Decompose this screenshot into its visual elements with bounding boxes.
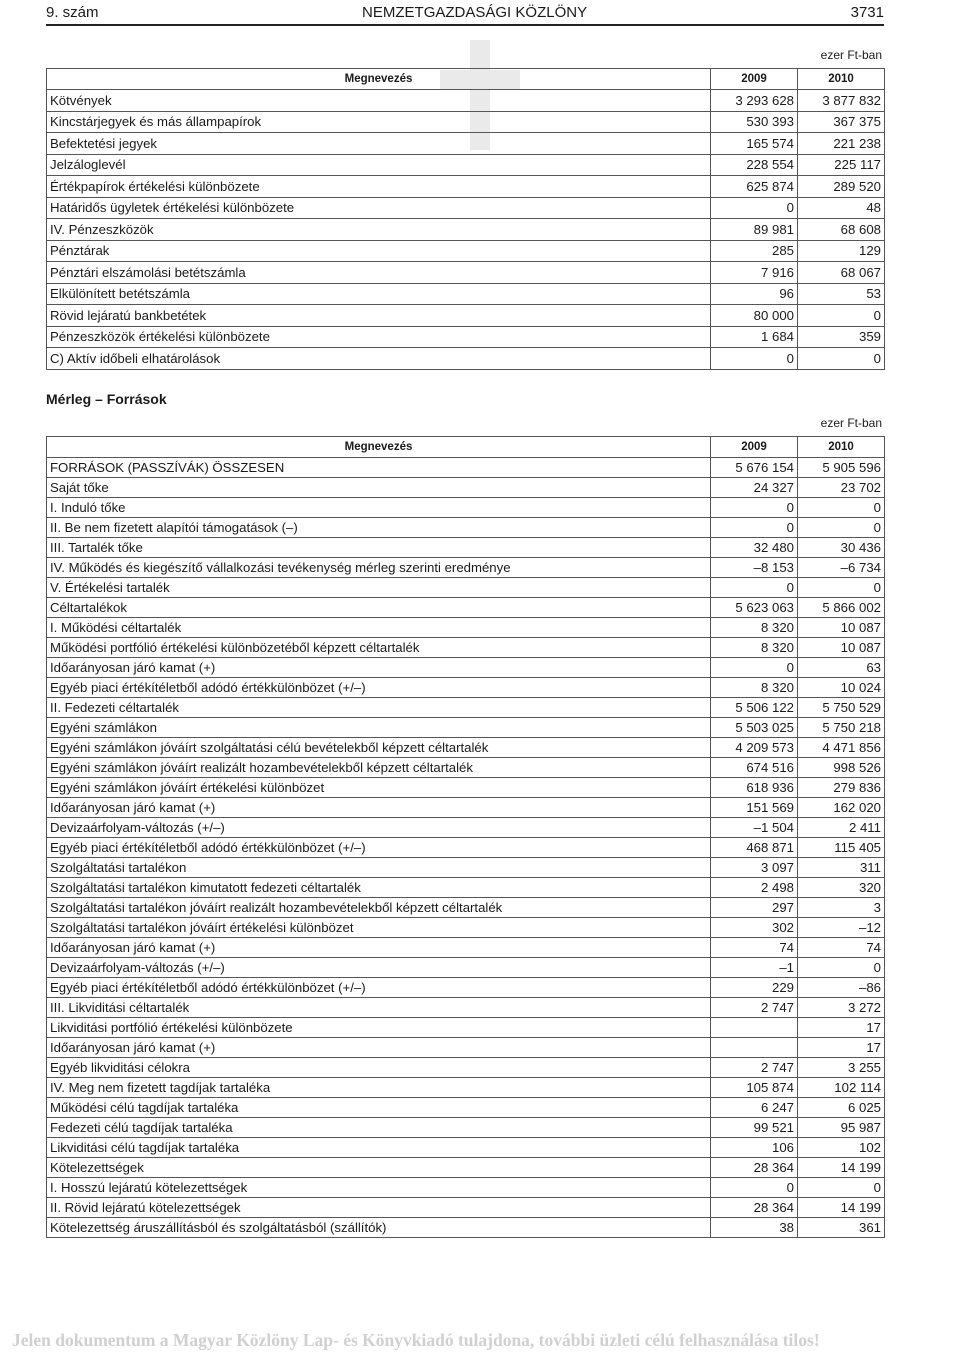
value-2010: 102 114	[798, 1078, 885, 1098]
row-label: Egyéni számlákon	[47, 718, 711, 738]
value-2009: 229	[711, 978, 798, 998]
value-2009: 0	[711, 348, 798, 370]
value-2009: 297	[711, 898, 798, 918]
table-row	[47, 598, 885, 618]
value-2009: 625 874	[711, 176, 798, 198]
row-label: Egyéb piaci értékítéletből adódó értékkülönbözet (+/–)	[47, 678, 711, 698]
table-row	[47, 240, 885, 262]
row-label: Egyéb likviditási célokra	[47, 1058, 711, 1078]
value-2009: 0	[711, 578, 798, 598]
value-2009: 228 554	[711, 154, 798, 176]
value-2009: 7 916	[711, 262, 798, 284]
assets-table	[46, 68, 885, 370]
table-row	[47, 778, 885, 798]
value-2010: 221 238	[798, 133, 885, 155]
value-2010: –86	[798, 978, 885, 998]
row-label: Pénztárak	[47, 240, 711, 262]
value-2010: 68 608	[798, 219, 885, 241]
table-row	[47, 898, 885, 918]
table-row	[47, 718, 885, 738]
table-row	[47, 1018, 885, 1038]
value-2009: 8 320	[711, 638, 798, 658]
column-header-name: Megnevezés	[47, 69, 711, 90]
table-row	[47, 219, 885, 241]
row-label: Kötvények	[47, 90, 711, 112]
value-2009: 618 936	[711, 778, 798, 798]
table-row	[47, 558, 885, 578]
table-row	[47, 578, 885, 598]
value-2009: 106	[711, 1138, 798, 1158]
value-2009: 89 981	[711, 219, 798, 241]
table-row	[47, 1038, 885, 1058]
row-label: III. Tartalék tőke	[47, 538, 711, 558]
row-label: Jelzáloglevél	[47, 154, 711, 176]
value-2010: 63	[798, 658, 885, 678]
value-2010: 359	[798, 326, 885, 348]
row-label: Működési célú tagdíjak tartaléka	[47, 1098, 711, 1118]
row-label: Egyéb piaci értékítéletből adódó értékkülönbözet (+/–)	[47, 838, 711, 858]
value-2009: 5 503 025	[711, 718, 798, 738]
value-2009: 530 393	[711, 111, 798, 133]
table-row	[47, 176, 885, 198]
value-2010: 10 087	[798, 638, 885, 658]
value-2010: 14 199	[798, 1198, 885, 1218]
table-row	[47, 638, 885, 658]
row-label: IV. Pénzeszközök	[47, 219, 711, 241]
row-label: II. Be nem fizetett alapítói támogatások (–)	[47, 518, 711, 538]
row-label: Fedezeti célú tagdíjak tartaléka	[47, 1118, 711, 1138]
value-2010: 3 272	[798, 998, 885, 1018]
value-2010: 115 405	[798, 838, 885, 858]
value-2009: 3 293 628	[711, 90, 798, 112]
value-2009: 28 364	[711, 1198, 798, 1218]
table-header-row	[47, 69, 885, 90]
value-2010: 53	[798, 283, 885, 305]
table-row	[47, 698, 885, 718]
value-2010: 3 255	[798, 1058, 885, 1078]
value-2010: 3 877 832	[798, 90, 885, 112]
value-2010: 17	[798, 1018, 885, 1038]
value-2009	[711, 1018, 798, 1038]
table-row	[47, 878, 885, 898]
value-2010: 0	[798, 1178, 885, 1198]
table-row	[47, 658, 885, 678]
row-label: II. Fedezeti céltartalék	[47, 698, 711, 718]
value-2009: 5 676 154	[711, 458, 798, 478]
value-2010: 361	[798, 1218, 885, 1238]
value-2010: 68 067	[798, 262, 885, 284]
table-row	[47, 678, 885, 698]
issue-number: 9. szám	[46, 3, 99, 21]
table-row	[47, 348, 885, 370]
value-2009: 32 480	[711, 538, 798, 558]
row-label: I. Induló tőke	[47, 498, 711, 518]
value-2009: 0	[711, 498, 798, 518]
table-row	[47, 305, 885, 327]
page-header	[46, 0, 884, 26]
row-label: Időarányosan járó kamat (+)	[47, 1038, 711, 1058]
row-label: Pénzeszközök értékelési különbözete	[47, 326, 711, 348]
row-label: V. Értékelési tartalék	[47, 578, 711, 598]
table-row	[47, 90, 885, 112]
table-row	[47, 197, 885, 219]
row-label: Szolgáltatási tartalékon jóváírt értékelési különbözet	[47, 918, 711, 938]
row-label: Értékpapírok értékelési különbözete	[47, 176, 711, 198]
value-2009: 8 320	[711, 618, 798, 638]
table-row	[47, 111, 885, 133]
section-title-sources: Mérleg – Források	[46, 391, 167, 407]
row-label: Egyéni számlákon jóváírt szolgáltatási célú bevételekből képzett céltartalék	[47, 738, 711, 758]
table-row	[47, 798, 885, 818]
value-2009: 0	[711, 518, 798, 538]
row-label: Elkülönített betétszámla	[47, 283, 711, 305]
value-2009: 151 569	[711, 798, 798, 818]
table-header-row	[47, 437, 885, 458]
publication-title: NEMZETGAZDASÁGI KÖZLÖNY	[362, 3, 588, 21]
table-row	[47, 498, 885, 518]
unit-label-2: ezer Ft-ban	[820, 416, 882, 430]
table-row	[47, 758, 885, 778]
row-label: Egyéni számlákon jóváírt értékelési különbözet	[47, 778, 711, 798]
value-2009: 5 623 063	[711, 598, 798, 618]
value-2010: –12	[798, 918, 885, 938]
table-row	[47, 283, 885, 305]
value-2010: 279 836	[798, 778, 885, 798]
value-2010: 0	[798, 958, 885, 978]
value-2010: 6 025	[798, 1098, 885, 1118]
value-2009: –1 504	[711, 818, 798, 838]
value-2010: 0	[798, 348, 885, 370]
table-row	[47, 738, 885, 758]
value-2009: 0	[711, 1178, 798, 1198]
row-label: Kötelezettség áruszállításból és szolgáltatásból (szállítók)	[47, 1218, 711, 1238]
table-row	[47, 262, 885, 284]
row-label: Szolgáltatási tartalékon	[47, 858, 711, 878]
table-row	[47, 1078, 885, 1098]
row-label: Időarányosan járó kamat (+)	[47, 798, 711, 818]
row-label: Saját tőke	[47, 478, 711, 498]
value-2010: 10 087	[798, 618, 885, 638]
row-label: Rövid lejáratú bankbetétek	[47, 305, 711, 327]
table-row	[47, 1198, 885, 1218]
row-label: Időarányosan járó kamat (+)	[47, 658, 711, 678]
table-row	[47, 154, 885, 176]
value-2009: 74	[711, 938, 798, 958]
value-2009: 468 871	[711, 838, 798, 858]
value-2010: 74	[798, 938, 885, 958]
table-row	[47, 618, 885, 638]
table-row	[47, 918, 885, 938]
value-2009: 3 097	[711, 858, 798, 878]
value-2009: 2 747	[711, 998, 798, 1018]
table-row	[47, 958, 885, 978]
value-2010: 5 750 529	[798, 698, 885, 718]
value-2009: 0	[711, 197, 798, 219]
value-2010: 10 024	[798, 678, 885, 698]
value-2010: 2 411	[798, 818, 885, 838]
value-2010: 17	[798, 1038, 885, 1058]
row-label: Devizaárfolyam-változás (+/–)	[47, 958, 711, 978]
value-2009: 8 320	[711, 678, 798, 698]
copyright-footer: Jelen dokumentum a Magyar Közlöny Lap- és Könyvkiadó tulajdona, további üzleti célú felhasználása tilos!	[12, 1330, 820, 1350]
value-2009: 6 247	[711, 1098, 798, 1118]
row-label: Szolgáltatási tartalékon jóváírt realizált hozambevételekből képzett céltartalék	[47, 898, 711, 918]
value-2009: 1 684	[711, 326, 798, 348]
sources-table	[46, 436, 885, 1238]
value-2009: –8 153	[711, 558, 798, 578]
value-2009: 165 574	[711, 133, 798, 155]
value-2010: 102	[798, 1138, 885, 1158]
value-2009: 105 874	[711, 1078, 798, 1098]
value-2009: 2 498	[711, 878, 798, 898]
row-label: Devizaárfolyam-változás (+/–)	[47, 818, 711, 838]
value-2010: 30 436	[798, 538, 885, 558]
value-2010: 320	[798, 878, 885, 898]
table-row	[47, 458, 885, 478]
value-2010: 4 471 856	[798, 738, 885, 758]
column-header-2010: 2010	[798, 437, 885, 458]
column-header-2009: 2009	[711, 437, 798, 458]
unit-label-1: ezer Ft-ban	[820, 48, 882, 62]
value-2010: 289 520	[798, 176, 885, 198]
table-row	[47, 1178, 885, 1198]
table-row	[47, 998, 885, 1018]
value-2009: 0	[711, 658, 798, 678]
value-2009: 5 506 122	[711, 698, 798, 718]
table-row	[47, 326, 885, 348]
value-2010: –6 734	[798, 558, 885, 578]
row-label: Egyéb piaci értékítéletből adódó értékkülönbözet (+/–)	[47, 978, 711, 998]
value-2009: 2 747	[711, 1058, 798, 1078]
row-label: Kötelezettségek	[47, 1158, 711, 1178]
row-label: I. Hosszú lejáratú kötelezettségek	[47, 1178, 711, 1198]
value-2009: 38	[711, 1218, 798, 1238]
table-row	[47, 1118, 885, 1138]
value-2010: 162 020	[798, 798, 885, 818]
page-number: 3731	[850, 3, 884, 21]
value-2010: 0	[798, 578, 885, 598]
row-label: Határidős ügyletek értékelési különbözete	[47, 197, 711, 219]
row-label: I. Működési céltartalék	[47, 618, 711, 638]
table-row	[47, 1218, 885, 1238]
value-2010: 5 750 218	[798, 718, 885, 738]
row-label: Likviditási portfólió értékelési különbözete	[47, 1018, 711, 1038]
table-row	[47, 478, 885, 498]
row-label: C) Aktív időbeli elhatárolások	[47, 348, 711, 370]
value-2010: 5 866 002	[798, 598, 885, 618]
value-2010: 0	[798, 305, 885, 327]
row-label: III. Likviditási céltartalék	[47, 998, 711, 1018]
row-label: Működési portfólió értékelési különbözetéből képzett céltartalék	[47, 638, 711, 658]
value-2009: 285	[711, 240, 798, 262]
value-2009	[711, 1038, 798, 1058]
value-2010: 14 199	[798, 1158, 885, 1178]
table-row	[47, 978, 885, 998]
value-2009: 28 364	[711, 1158, 798, 1178]
row-label: Időarányosan járó kamat (+)	[47, 938, 711, 958]
row-label: II. Rövid lejáratú kötelezettségek	[47, 1198, 711, 1218]
value-2010: 998 526	[798, 758, 885, 778]
row-label: FORRÁSOK (PASSZÍVÁK) ÖSSZESEN	[47, 458, 711, 478]
value-2010: 0	[798, 498, 885, 518]
value-2009: –1	[711, 958, 798, 978]
sources-table-body	[47, 458, 885, 1238]
row-label: Pénztári elszámolási betétszámla	[47, 262, 711, 284]
row-label: Egyéni számlákon jóváírt realizált hozambevételekből képzett céltartalék	[47, 758, 711, 778]
value-2010: 3	[798, 898, 885, 918]
row-label: Céltartalékok	[47, 598, 711, 618]
column-header-2009: 2009	[711, 69, 798, 90]
value-2010: 0	[798, 518, 885, 538]
value-2009: 4 209 573	[711, 738, 798, 758]
value-2010: 129	[798, 240, 885, 262]
row-label: IV. Meg nem fizetett tagdíjak tartaléka	[47, 1078, 711, 1098]
row-label: Befektetési jegyek	[47, 133, 711, 155]
table-row	[47, 838, 885, 858]
value-2009: 302	[711, 918, 798, 938]
row-label: IV. Működés és kiegészítő vállalkozási tevékenység mérleg szerinti eredménye	[47, 558, 711, 578]
row-label: Kincstárjegyek és más állampapírok	[47, 111, 711, 133]
table-row	[47, 1058, 885, 1078]
value-2010: 225 117	[798, 154, 885, 176]
value-2009: 96	[711, 283, 798, 305]
table-row	[47, 133, 885, 155]
table-row	[47, 1098, 885, 1118]
table-row	[47, 518, 885, 538]
value-2009: 674 516	[711, 758, 798, 778]
table-row	[47, 858, 885, 878]
value-2009: 99 521	[711, 1118, 798, 1138]
column-header-name: Megnevezés	[47, 437, 711, 458]
value-2009: 80 000	[711, 305, 798, 327]
value-2010: 5 905 596	[798, 458, 885, 478]
value-2010: 23 702	[798, 478, 885, 498]
row-label: Likviditási célú tagdíjak tartaléka	[47, 1138, 711, 1158]
value-2010: 95 987	[798, 1118, 885, 1138]
row-label: Szolgáltatási tartalékon kimutatott fedezeti céltartalék	[47, 878, 711, 898]
column-header-2010: 2010	[798, 69, 885, 90]
value-2010: 311	[798, 858, 885, 878]
value-2009: 24 327	[711, 478, 798, 498]
table-row	[47, 538, 885, 558]
table-row	[47, 818, 885, 838]
table-row	[47, 1138, 885, 1158]
table-row	[47, 938, 885, 958]
table-row	[47, 1158, 885, 1178]
assets-table-body	[47, 90, 885, 370]
value-2010: 48	[798, 197, 885, 219]
value-2010: 367 375	[798, 111, 885, 133]
